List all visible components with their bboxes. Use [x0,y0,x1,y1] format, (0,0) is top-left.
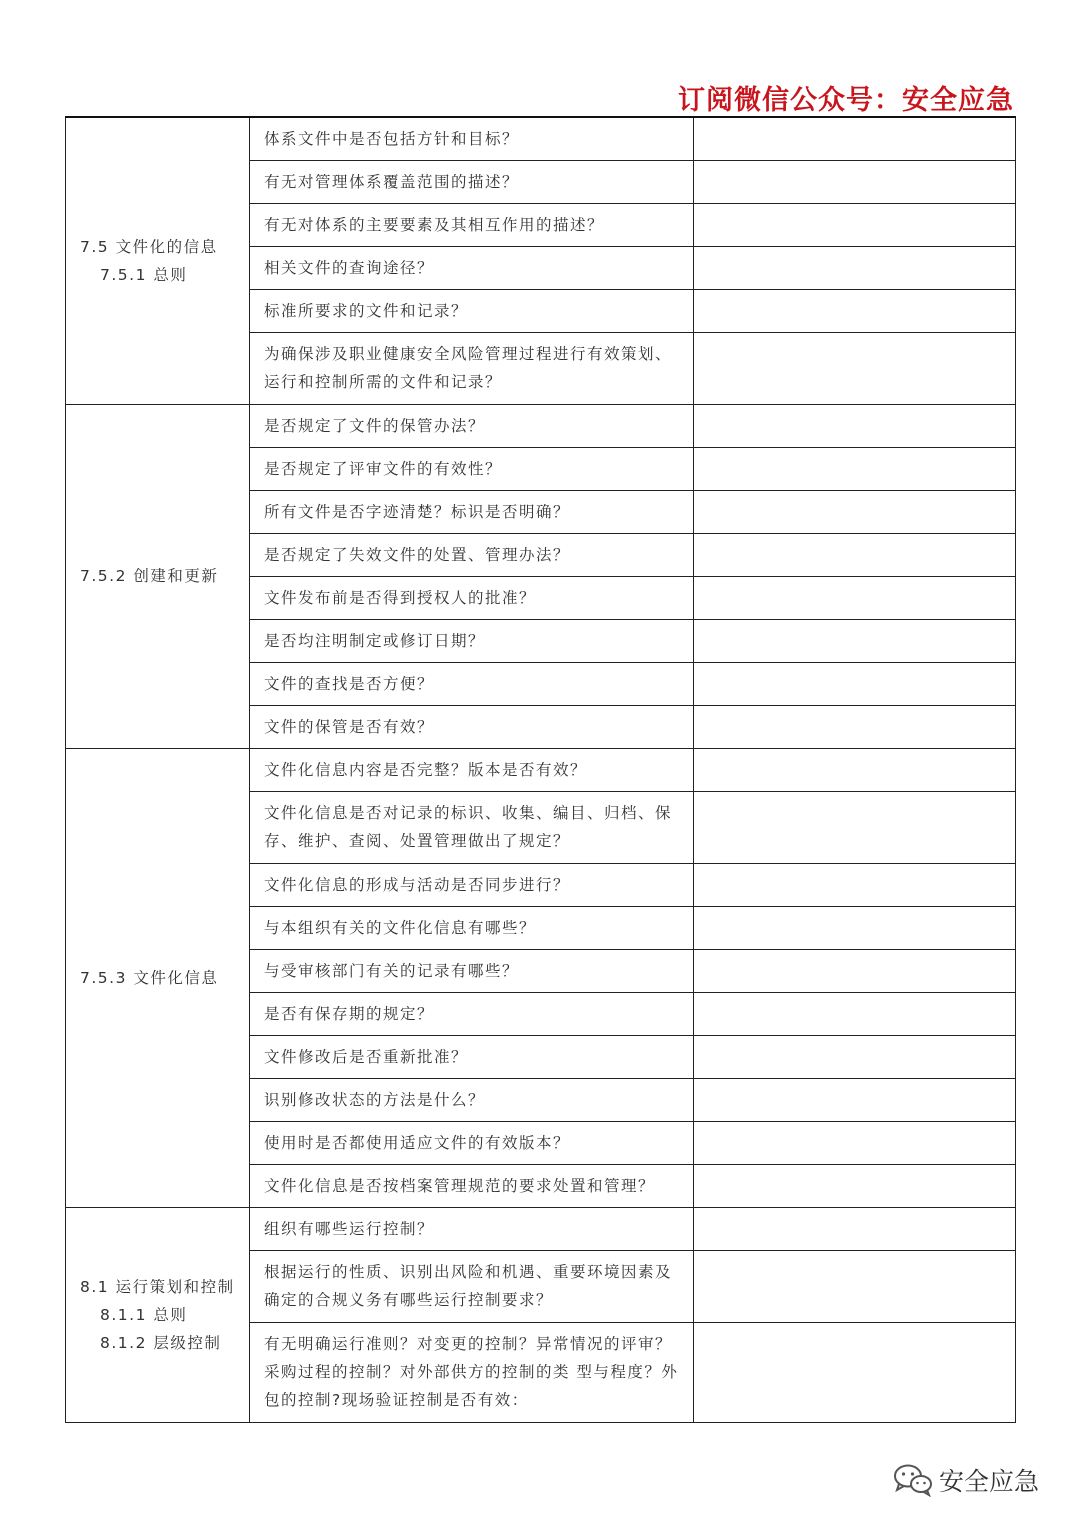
section-cell [66,117,250,404]
answer-cell[interactable] [694,160,1016,203]
subsection-label: 8.1.2 层级控制 [100,1333,222,1352]
answer-cell[interactable] [694,404,1016,447]
answer-cell[interactable] [694,662,1016,705]
answer-cell[interactable] [694,490,1016,533]
answer-cell[interactable] [694,1250,1016,1322]
table-row [66,117,1016,160]
table-row [66,748,1016,791]
question-cell: 为确保涉及职业健康安全风险管理过程进行有效策划、运行和控制所需的文件和记录？ [250,332,694,404]
question-cell: 文件发布前是否得到授权人的批准？ [250,576,694,619]
question-cell: 文件的保管是否有效？ [250,705,694,748]
answer-cell[interactable] [694,1078,1016,1121]
table-row [66,1207,1016,1250]
answer-cell[interactable] [694,949,1016,992]
question-cell: 是否规定了文件的保管办法？ [250,404,694,447]
section-label: 8.1 运行策划和控制 [80,1277,235,1296]
question-cell: 与受审核部门有关的记录有哪些？ [250,949,694,992]
answer-cell[interactable] [694,1121,1016,1164]
answer-cell[interactable] [694,992,1016,1035]
question-cell: 文件修改后是否重新批准？ [250,1035,694,1078]
answer-cell[interactable] [694,447,1016,490]
answer-cell[interactable] [694,1035,1016,1078]
answer-cell[interactable] [694,332,1016,404]
question-cell: 有无对管理体系覆盖范围的描述？ [250,160,694,203]
answer-cell[interactable] [694,863,1016,906]
answer-cell[interactable] [694,576,1016,619]
question-cell: 是否规定了失效文件的处置、管理办法？ [250,533,694,576]
question-cell: 与本组织有关的文件化信息有哪些？ [250,906,694,949]
question-cell: 识别修改状态的方法是什么？ [250,1078,694,1121]
answer-cell[interactable] [694,289,1016,332]
answer-cell[interactable] [694,748,1016,791]
question-cell: 所有文件是否字迹清楚？标识是否明确？ [250,490,694,533]
section-cell [66,1207,250,1422]
section-label: 7.5 文件化的信息 [80,237,218,256]
answer-cell[interactable] [694,1207,1016,1250]
question-cell: 相关文件的查询途径？ [250,246,694,289]
question-cell: 是否均注明制定或修订日期？ [250,619,694,662]
question-cell: 有无对体系的主要要素及其相互作用的描述？ [250,203,694,246]
question-cell: 根据运行的性质、识别出风险和机遇、重要环境因素及确定的合规义务有哪些运行控制要求？ [250,1250,694,1322]
question-cell: 体系文件中是否包括方针和目标？ [250,117,694,160]
answer-cell[interactable] [694,203,1016,246]
question-cell: 标准所要求的文件和记录？ [250,289,694,332]
answer-cell[interactable] [694,1164,1016,1207]
section-cell [66,748,250,1207]
answer-cell[interactable] [694,906,1016,949]
answer-cell[interactable] [694,246,1016,289]
audit-checklist-table [65,116,1016,1423]
answer-cell[interactable] [694,1322,1016,1422]
section-cell [66,404,250,748]
question-cell: 文件的查找是否方便？ [250,662,694,705]
header-title: 订阅微信公众号：安全应急 [678,85,1014,116]
question-cell: 文件化信息是否按档案管理规范的要求处置和管理？ [250,1164,694,1207]
question-cell: 文件化信息内容是否完整？版本是否有效？ [250,748,694,791]
wechat-icon [893,1463,933,1497]
answer-cell[interactable] [694,533,1016,576]
answer-cell[interactable] [694,117,1016,160]
question-cell: 有无明确运行准则？对变更的控制？异常情况的评审？采购过程的控制？对外部供方的控制的类 型与程度？外包的控制?现场验证控制是否有效： [250,1322,694,1422]
subsection-label: 8.1.1 总则 [100,1305,188,1324]
subsection-label: 7.5.1 总则 [100,265,188,284]
question-cell: 使用时是否都使用适应文件的有效版本？ [250,1121,694,1164]
section-label: 7.5.3 文件化信息 [80,968,219,987]
answer-cell[interactable] [694,619,1016,662]
answer-cell[interactable] [694,791,1016,863]
answer-cell[interactable] [694,705,1016,748]
question-cell: 文件化信息的形成与活动是否同步进行？ [250,863,694,906]
question-cell: 是否规定了评审文件的有效性？ [250,447,694,490]
footer-brand-label: 安全应急 [939,1467,1040,1496]
question-cell: 组织有哪些运行控制？ [250,1207,694,1250]
section-label: 7.5.2 创建和更新 [80,567,219,585]
question-cell: 文件化信息是否对记录的标识、收集、编目、归档、保存、维护、查阅、处置管理做出了规定？ [250,791,694,863]
footer-brand [893,1462,1039,1498]
table-row [66,404,1016,447]
question-cell: 是否有保存期的规定？ [250,992,694,1035]
